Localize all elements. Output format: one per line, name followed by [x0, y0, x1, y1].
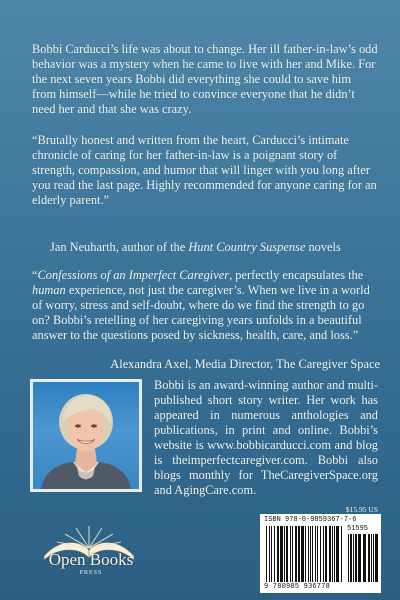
author-bio: Bobbi is an award-winning author and multi-published short story writer. Her work has appeared in numerous anthologies and publications, in print and online. Bobbi’s website is www.bobbicarducci.com and blog is theimperfectcaregiver.com. Bobbi also blogs monthly for TheCaregiverSpace.org and AgingCare.com.	[154, 378, 378, 497]
attribution-suffix: novels	[305, 240, 341, 254]
isbn-number: ISBN 978-0-9859367-7-6	[264, 516, 357, 524]
publisher-name: Open Books	[48, 550, 134, 569]
series-title: Hunt Country Suspense	[188, 240, 306, 254]
price-label: $15.95 US	[345, 505, 378, 514]
book-title: Confessions of an Imperfect Caregiver	[37, 268, 230, 282]
author-photo	[30, 379, 142, 492]
intro-paragraph: Bobbi Carducci’s life was about to change. Her ill father-in-law’s odd behavior was a mystery when he came to live with her and Mike. For the next seven years Bobbi did everything she could to save him from himself—while he tried to convince everyone that he didn’t need her and that she was crazy.	[32, 42, 378, 116]
barcode-bars	[260, 514, 381, 593]
publisher-subtitle: PRESS	[79, 570, 103, 576]
quote-text-a: , perfectly encapsulates the	[229, 268, 364, 282]
review-attribution-2: Alexandra Axel, Media Director, The Caregiver Space	[110, 357, 380, 371]
publisher-logo	[30, 520, 148, 592]
attribution-prefix: Jan Neuharth, author of the	[50, 240, 189, 254]
barcode-digits: 9 780985 936778	[264, 583, 331, 591]
open-quote: “	[32, 268, 38, 282]
review-attribution-1	[50, 240, 390, 255]
isbn-barcode	[260, 514, 381, 593]
quote-text-b: experience, not just the caregiver’s. When we live in a world of worry, stress and self-doubt, where do we find the strength to go on? Bobbi’s retelling of her caregiving years unfolds in a beautiful answer to the questions posed by sickness, health, care, and loss.”	[32, 283, 370, 342]
review-quote-2	[32, 268, 378, 343]
emphasis-word: human	[32, 283, 66, 297]
review-quote-1: “Brutally honest and written from the heart, Carducci’s intimate chronicle of caring for her father-in-law is a poignant story of strength, compassion, and humor that will linger with you long after you read the last page. Highly recommended for anyone caring for an elderly parent.”	[32, 133, 377, 207]
barcode-addon-number: 51595	[347, 525, 369, 533]
